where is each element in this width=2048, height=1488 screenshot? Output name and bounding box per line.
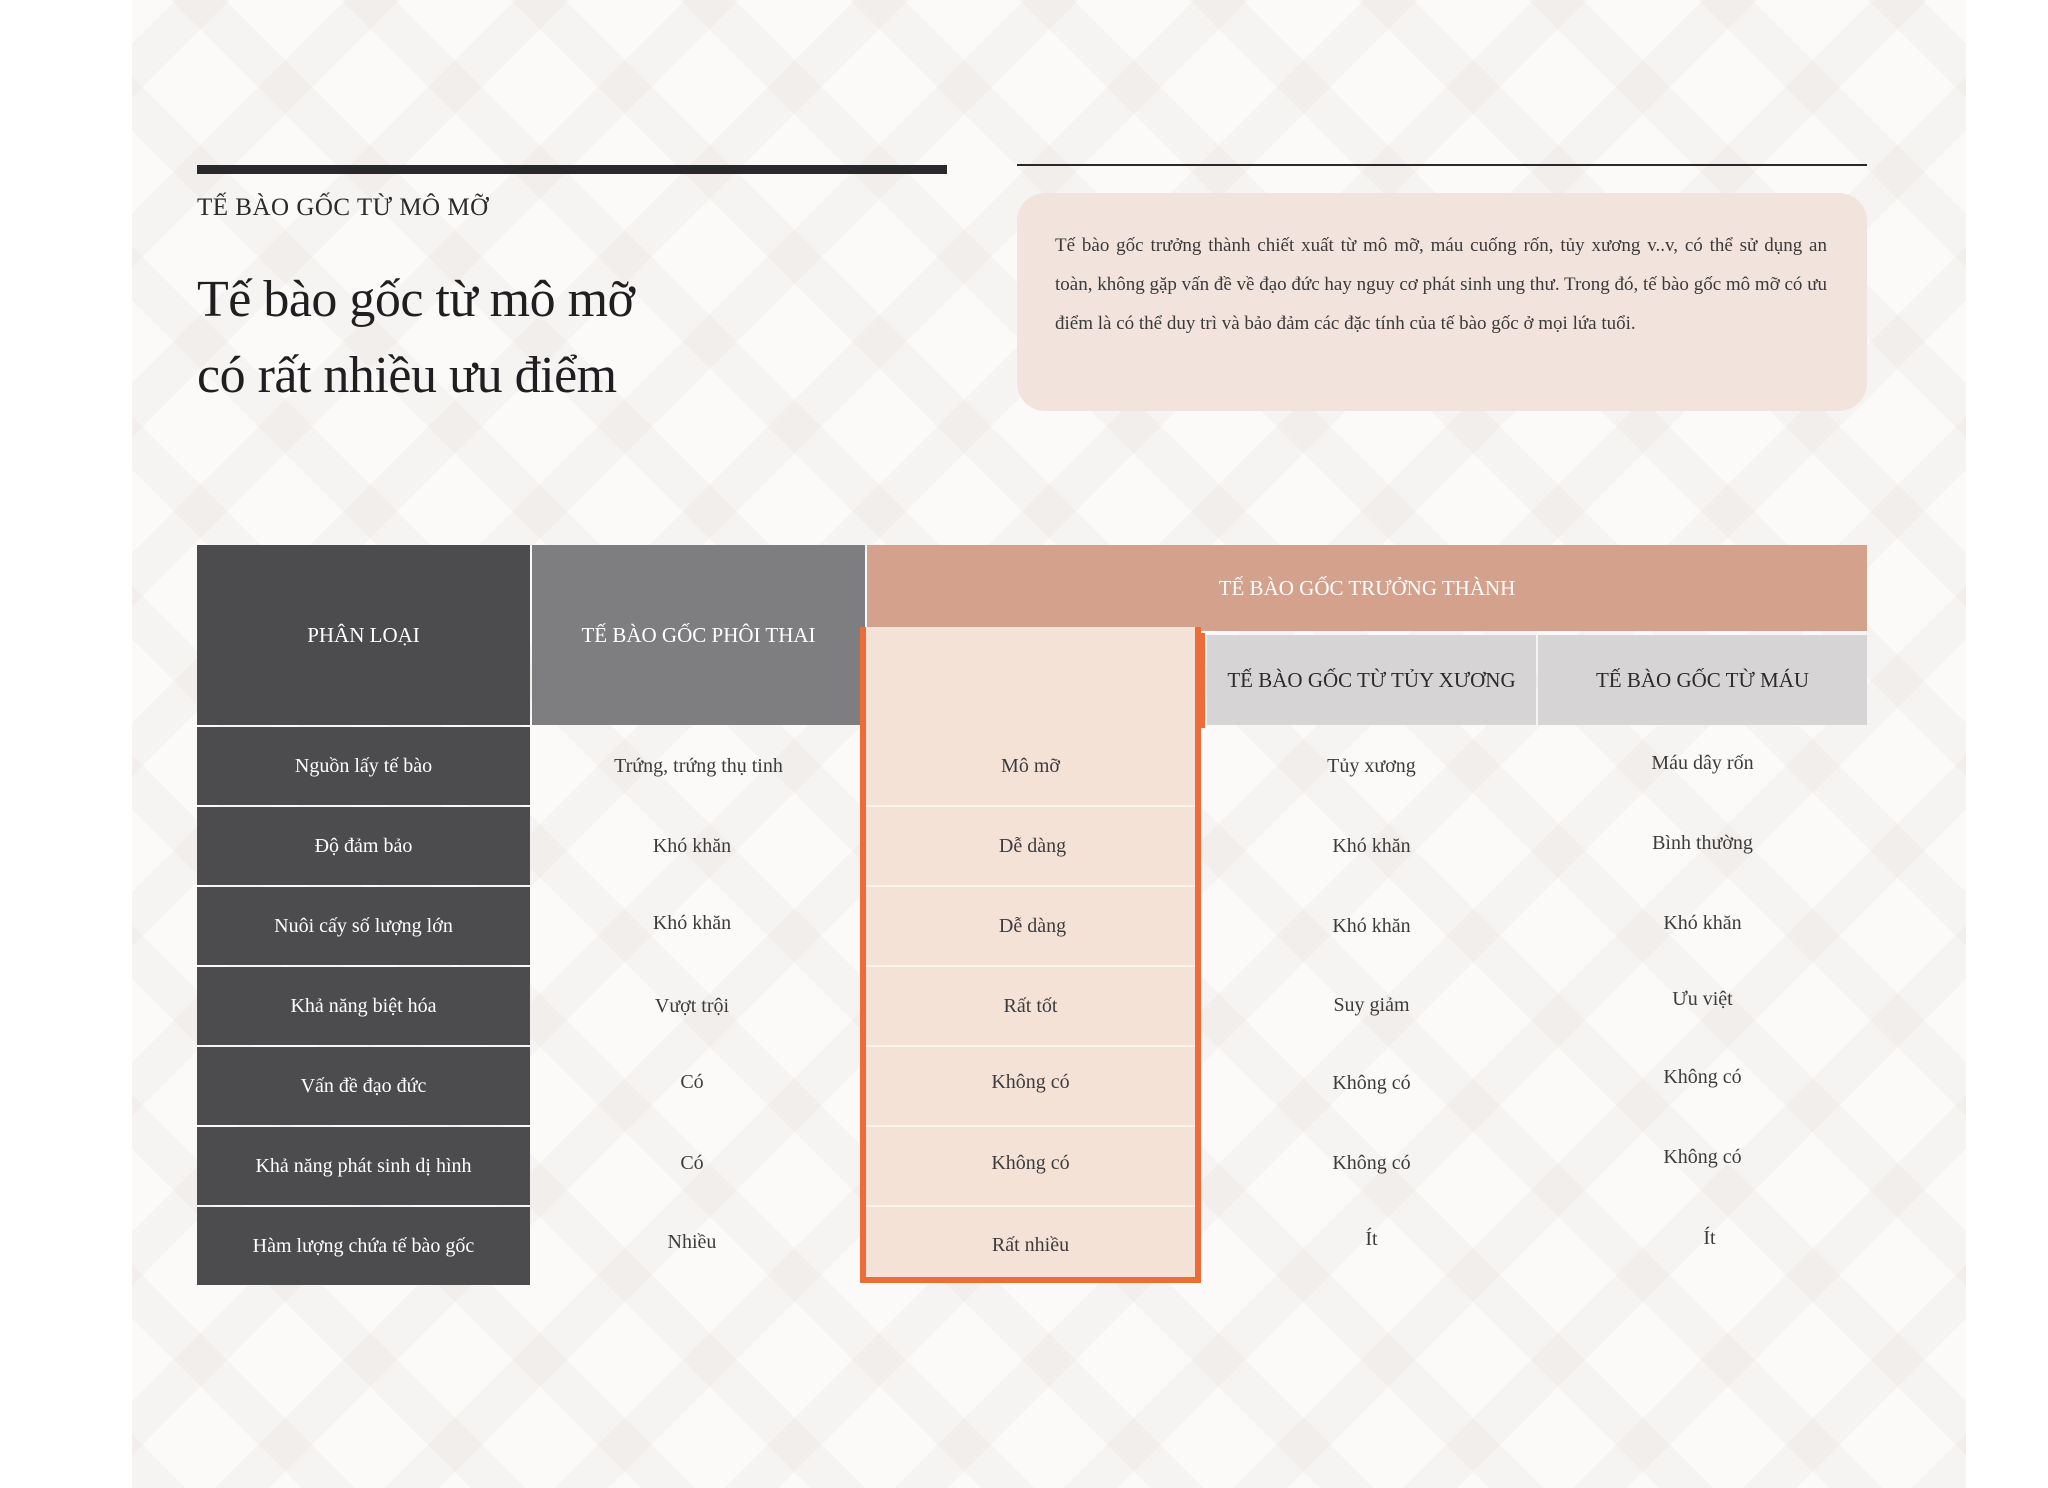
adipose-row-divider: [866, 1045, 1195, 1047]
header-blood: [1538, 635, 1867, 725]
cell-adipose-assurance: [866, 807, 1199, 885]
cell-text: Không có: [991, 1151, 1070, 1174]
cell-text: Không có: [1663, 1065, 1742, 1088]
adipose-row-divider: [866, 1125, 1195, 1127]
header-classification-label: PHÂN LOẠI: [307, 622, 420, 647]
row-label-ethics: [197, 1047, 530, 1125]
cell-blood-deformity: [1538, 1118, 1867, 1196]
cell-text: Không có: [1332, 1151, 1411, 1174]
cell-text: Rất nhiều: [991, 1233, 1070, 1256]
cell-text: Có: [680, 1070, 704, 1093]
row-label-text: Khả năng phát sinh dị hình: [255, 1154, 472, 1177]
cell-adipose-ethics: [866, 1043, 1195, 1121]
cell-blood-ethics: [1538, 1038, 1867, 1116]
header-bone-marrow-label: TẾ BÀO GỐC TỪ TỦY XƯƠNG: [1227, 667, 1516, 692]
cell-bone-marrow-ethics: [1207, 1044, 1536, 1122]
intro-box: [1017, 193, 1867, 411]
cell-adipose-differentiation: [866, 967, 1195, 1045]
cell-text: Không có: [1663, 1145, 1742, 1168]
cell-text: Suy giảm: [1333, 993, 1410, 1016]
row-label-text: Khả năng biệt hóa: [290, 994, 437, 1017]
cell-bone-marrow-mass-culture: [1207, 887, 1536, 965]
cell-text: Rất tốt: [1003, 994, 1058, 1017]
cell-adipose-source: [866, 727, 1195, 805]
header-classification: [197, 545, 530, 725]
cell-text: Khó khăn: [652, 911, 732, 934]
cell-blood-source: [1538, 724, 1867, 802]
row-label-mass-culture: [197, 887, 530, 965]
headline-line-1: Tế bào gốc từ mô mỡ: [197, 271, 635, 328]
row-label-text: Độ đảm bảo: [314, 834, 413, 857]
adipose-row-divider: [866, 805, 1195, 807]
header-embryonic: [532, 545, 865, 725]
cell-embryonic-differentiation: [532, 967, 852, 1045]
cell-blood-mass-culture: [1538, 884, 1867, 962]
cell-text: Ít: [1365, 1227, 1378, 1250]
cell-bone-marrow-assurance: [1207, 807, 1536, 885]
row-label-text: Nguồn lấy tế bào: [294, 754, 433, 777]
row-label-assurance: [197, 807, 530, 885]
section-eyebrow: TẾ BÀO GỐC TỪ MÔ MỠ: [197, 194, 489, 221]
adipose-row-divider: [866, 965, 1195, 967]
cell-text: Mô mỡ: [1001, 754, 1060, 777]
row-label-text: Hàm lượng chứa tế bào gốc: [252, 1234, 475, 1257]
cell-embryonic-assurance: [532, 807, 852, 885]
cell-text: Dễ dàng: [998, 914, 1067, 937]
cell-bone-marrow-differentiation: [1207, 966, 1536, 1044]
row-label-source: [197, 727, 530, 805]
intro-rule-thin: [1017, 164, 1867, 166]
cell-adipose-deformity: [866, 1124, 1195, 1202]
header-bone-marrow: [1207, 635, 1536, 725]
cell-text: Vượt trội: [654, 994, 730, 1017]
row-label-text: Vấn đề đạo đức: [300, 1074, 427, 1097]
cell-embryonic-source: [532, 727, 865, 805]
cell-text: Bình thường: [1652, 831, 1753, 854]
cell-embryonic-stem-cell-content: [532, 1203, 852, 1281]
cell-bone-marrow-stem-cell-content: [1207, 1200, 1536, 1278]
cell-text: Khó khăn: [1332, 914, 1411, 937]
cell-blood-assurance: [1538, 804, 1867, 882]
row-label-text: Nuôi cấy số lượng lớn: [274, 914, 453, 937]
header-embryonic-label: TẾ BÀO GỐC PHÔI THAI: [581, 622, 816, 647]
cell-text: Máu dây rốn: [1651, 751, 1754, 774]
row-label-differentiation: [197, 967, 530, 1045]
header-adult: [867, 545, 1867, 631]
page-headline: [197, 262, 897, 414]
cell-text: Khó khăn: [652, 834, 732, 857]
cell-text: Khó khăn: [1332, 834, 1411, 857]
adipose-row-divider: [866, 885, 1195, 887]
cell-text: Không có: [991, 1070, 1070, 1093]
intro-text: Tế bào gốc trưởng thành chiết xuất từ mô mỡ, máu cuống rốn, tủy xương v..v, có thể sử dụng an toàn, không gặp vấn đề về đạo đức hay nguy cơ phát sinh ung thư. Trong đó, tế bào gốc mô mỡ có ưu điểm là có thể duy trì và bảo đảm các đặc tính của tế bào gốc ở mọi lứa tuổi.: [1055, 235, 1827, 334]
cell-text: Không có: [1332, 1071, 1411, 1094]
cell-text: Ưu việt: [1672, 987, 1733, 1010]
cell-text: Khó khăn: [1663, 911, 1742, 934]
cell-embryonic-deformity: [532, 1124, 852, 1202]
cell-text: Có: [680, 1151, 704, 1174]
header-adult-label: TẾ BÀO GỐC TRƯỞNG THÀNH: [1218, 575, 1516, 600]
row-label-stem-cell-content: [197, 1207, 530, 1285]
cell-adipose-stem-cell-content: [866, 1206, 1195, 1284]
cell-text: Tủy xương: [1327, 754, 1416, 777]
cell-embryonic-ethics: [532, 1043, 852, 1121]
header-blood-label: TẾ BÀO GỐC TỪ MÁU: [1595, 667, 1810, 692]
cell-text: Trứng, trứng thụ tinh: [614, 754, 783, 777]
cell-blood-differentiation: [1538, 960, 1867, 1038]
row-label-deformity: [197, 1127, 530, 1205]
cell-blood-stem-cell-content: [1545, 1199, 1874, 1277]
cell-adipose-mass-culture: [866, 887, 1199, 965]
cell-bone-marrow-source: [1207, 727, 1536, 805]
headline-line-2: có rất nhiều ưu điểm: [197, 347, 617, 404]
cell-text: Nhiều: [667, 1230, 717, 1253]
adipose-row-divider: [866, 1205, 1195, 1207]
cell-bone-marrow-deformity: [1207, 1124, 1536, 1202]
cell-text: Ít: [1703, 1226, 1716, 1249]
title-rule-thick: [197, 165, 947, 174]
cell-text: Dễ dàng: [998, 834, 1067, 857]
cell-embryonic-mass-culture: [532, 884, 852, 962]
